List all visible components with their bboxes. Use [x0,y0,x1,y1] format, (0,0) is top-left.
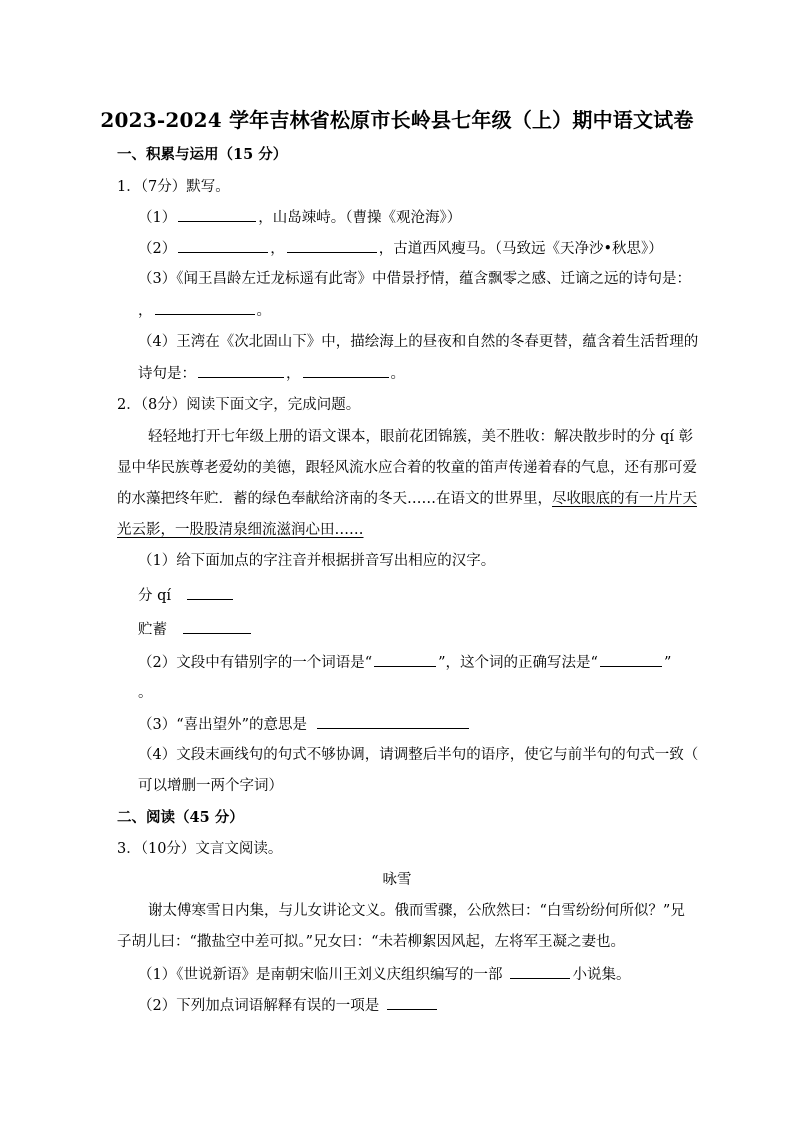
q2-passage-line3 [117,489,697,509]
answer-blank[interactable] [600,652,662,667]
q2-sub1-item-a [138,585,235,606]
answer-blank[interactable] [178,207,256,222]
q2-passage-line3-text: 的水藻把终年贮．蓄的绿色奉献给济南的冬天……在语文的世界里， [117,491,552,507]
q2-passage-line1: 轻轻地打开七年级上册的语文课本，眼前花团锦簇，美不胜收：解决散步时的分 qí 彰 [148,429,694,445]
q2-sub4-line2: 可以增删一两个字词） [138,778,283,794]
answer-blank[interactable] [187,585,233,600]
q3-sub1 [138,964,630,985]
q2-underlined-sentence-cont: 光云影，一股股清泉细流滋润心田…… [117,522,364,538]
q2-sub3 [138,714,471,735]
q3-sub1-tail: 小说集。 [572,967,631,983]
q2-sub1-item-b-label: 贮蓄 [138,622,167,638]
q2-sub2-pre: （2）文段中有错别字的一个词语是“ [138,655,373,671]
q1-part2-num: （2） [138,241,177,257]
q2-underlined-sentence: 尽收眼底的有一片片天 [552,491,697,507]
q1-part1 [138,207,461,228]
q2-sub1: （1）给下面加点的字注音并根据拼音写出相应的汉字。 [138,553,496,569]
q3-passage-line1: 谢太傅寒雪日内集，与儿女讲论文义。俄而雪骤，公欣然曰：“白雪纷纷何所似？”兄 [148,903,685,919]
q2-sub1-item-a-label: 分 qí [138,588,172,604]
answer-blank[interactable] [317,714,469,729]
q1-part4: （4）王湾在《次北固山下》中，描绘海上的昼夜和自然的冬春更替，蕴含着生活哲理的 [138,334,699,350]
q2-sub2-mid: ”，这个词的正确写法是“ [438,655,598,671]
answer-blank[interactable] [155,300,255,315]
answer-blank[interactable] [183,619,251,634]
page-title: 2023-2024 学年吉林省松原市长岭县七年级（上）期中语文试卷 [100,108,694,132]
answer-blank[interactable] [287,238,377,253]
answer-blank[interactable] [374,652,436,667]
section2-heading: 二、阅读（45 分） [117,809,244,826]
q1-part2-mid: ， [270,241,285,257]
q2-sub4-line1: （4）文段末画线句的句式不够协调，请调整后半句的语序，使它与前半句的句式一致（ [138,747,699,763]
q2-stem: 2．（8分）阅读下面文字，完成问题。 [117,397,361,413]
q1-part1-num: （1） [138,210,177,226]
q1-part2 [138,238,663,259]
q3-sub1-text: （1）《世说新语》是南朝宋临川王刘义庆组织编写的一部 [138,967,503,983]
q1-part2-tail: ，古道西风瘦马。（马致远《天净沙•秋思》） [378,241,663,257]
q1-part3-pre: ， [138,303,153,319]
q3-sub2 [138,995,439,1016]
q1-part4-tail: 。 [390,366,405,382]
answer-blank[interactable] [510,964,570,979]
q1-part3: （3）《闻王昌龄左迁龙标遥有此寄》中借景抒情，蕴含飘零之感、迁谪之远的诗句是： [138,271,691,287]
q3-sub2-text: （2）下列加点词语解释有误的一项是 [138,998,380,1014]
q1-part4-cont [138,363,405,384]
section1-heading: 一、积累与运用（15 分） [117,146,288,163]
q2-sub3-text: （3）“喜出望外”的意思是 [138,717,308,733]
answer-blank[interactable] [178,238,268,253]
q1-part4-pre: 诗句是： [138,366,196,382]
answer-blank[interactable] [303,363,389,378]
q1-part4-mid: ， [286,366,301,382]
q3-passage-line2: 子胡儿曰：“撒盐空中差可拟。”兄女曰：“未若柳絮因风起，左将军王凝之妻也。 [117,934,625,950]
passage-title: 咏雪 [382,872,412,888]
q2-sub2 [138,652,671,673]
q3-stem: 3．（10分）文言文阅读。 [117,841,283,857]
q2-passage-line2: 显中华民族尊老爱幼的美德，跟轻风流水应合着的牧童的笛声传递着春的气息，还有那可爱 [117,460,697,476]
q1-part3-cont [138,300,271,321]
q1-stem: 1．（7分）默写。 [117,179,230,195]
q1-part1-tail: ，山岛竦峙。（曹操《观沧海》） [258,210,462,226]
q2-sub1-item-b [138,619,253,640]
q2-sub2-end: 。 [138,685,153,701]
q2-sub2-post: ” [663,655,672,671]
answer-blank[interactable] [198,363,284,378]
answer-blank[interactable] [387,995,437,1010]
q1-part3-tail: 。 [256,303,271,319]
